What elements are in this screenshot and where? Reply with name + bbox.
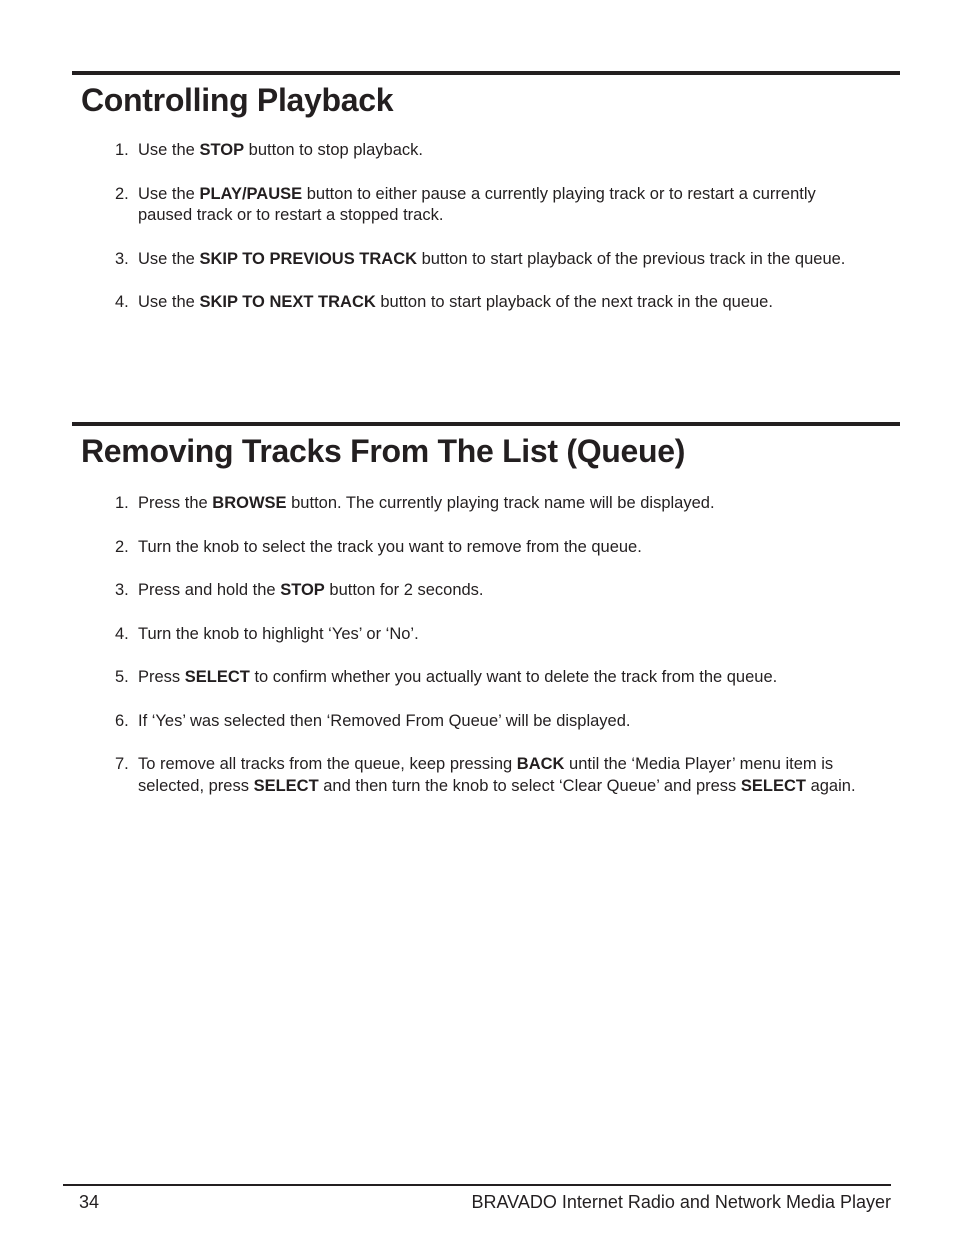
list-item — [72, 580, 900, 602]
list-item — [72, 754, 900, 797]
list-item — [72, 292, 900, 314]
step-text: Turn the knob to highlight ‘Yes’ or ‘No’. — [138, 624, 419, 643]
step-text: and then turn the knob to select ‘Clear Queue’ and press — [318, 776, 741, 795]
step-keyword: SELECT — [740, 776, 806, 795]
step-number: 3. — [115, 249, 129, 268]
page-number: 34 — [79, 1192, 100, 1212]
step-keyword: SELECT — [253, 776, 319, 795]
step-number: 1. — [115, 141, 129, 159]
section-removing-tracks — [72, 422, 900, 819]
list-item — [72, 493, 900, 515]
section-rule — [72, 71, 900, 75]
step-text: button to either pause a currently playing track or to restart a currently paused track or to restart a stopped track. — [138, 184, 816, 224]
step-number: 4. — [115, 293, 129, 311]
step-number: 7. — [115, 755, 129, 773]
section-rule — [72, 422, 900, 426]
section-controlling-playback — [72, 71, 900, 336]
step-keyword: BROWSE — [212, 494, 287, 512]
step-keyword: SELECT — [184, 668, 250, 686]
step-list — [72, 493, 900, 797]
step-number: 1. — [115, 494, 129, 512]
step-text: button to stop playback. — [244, 141, 423, 159]
list-item — [72, 184, 900, 227]
step-text: Use the — [138, 141, 200, 159]
step-text: button for 2 seconds. — [324, 581, 484, 599]
step-number: 4. — [115, 624, 129, 643]
step-text: button. The currently playing track name will be displayed. — [286, 494, 715, 512]
list-item — [72, 537, 900, 559]
document-title: BRAVADO Internet Radio and Network Media Player — [471, 1192, 891, 1212]
footer-row — [63, 1186, 891, 1213]
step-text: to confirm whether you actually want to delete the track from the queue. — [249, 668, 778, 686]
list-item — [72, 249, 900, 271]
step-number: 2. — [115, 537, 129, 556]
step-text: until the ‘Media Player’ menu item is selected, press — [138, 755, 834, 795]
step-keyword: SKIP TO NEXT TRACK — [199, 293, 376, 311]
section-title: Removing Tracks From The List (Queue) — [81, 433, 686, 469]
section-title: Controlling Playback — [81, 82, 394, 118]
step-text: Turn the knob to select the track you want to remove from the queue. — [138, 537, 642, 556]
step-keyword: PLAY/PAUSE — [199, 184, 303, 203]
step-number: 2. — [115, 184, 129, 203]
step-keyword: STOP — [280, 581, 325, 599]
step-text: again. — [805, 776, 856, 795]
list-item — [72, 140, 900, 162]
page-footer — [63, 1184, 891, 1213]
step-text: If ‘Yes’ was selected then ‘Removed From Queue’ will be displayed. — [138, 711, 631, 730]
step-text: Press — [138, 668, 185, 686]
step-keyword: SKIP TO PREVIOUS TRACK — [199, 249, 418, 268]
step-number: 3. — [115, 581, 129, 599]
step-number: 5. — [115, 668, 129, 686]
step-keyword: STOP — [199, 141, 245, 159]
step-text: Use the — [138, 293, 200, 311]
list-item — [72, 667, 900, 689]
step-keyword: BACK — [516, 755, 565, 773]
step-number: 6. — [115, 711, 129, 730]
step-text: button to start playback of the previous track in the queue. — [417, 249, 846, 268]
step-text: button to start playback of the next track in the queue. — [375, 293, 773, 311]
step-text: To remove all tracks from the queue, keep pressing — [138, 755, 517, 773]
step-text: Press and hold the — [138, 581, 281, 599]
list-item — [72, 624, 900, 646]
step-text: Use the — [138, 249, 200, 268]
list-item — [72, 711, 900, 733]
step-text: Press the — [138, 494, 213, 512]
step-list — [72, 140, 900, 314]
step-text: Use the — [138, 184, 200, 203]
